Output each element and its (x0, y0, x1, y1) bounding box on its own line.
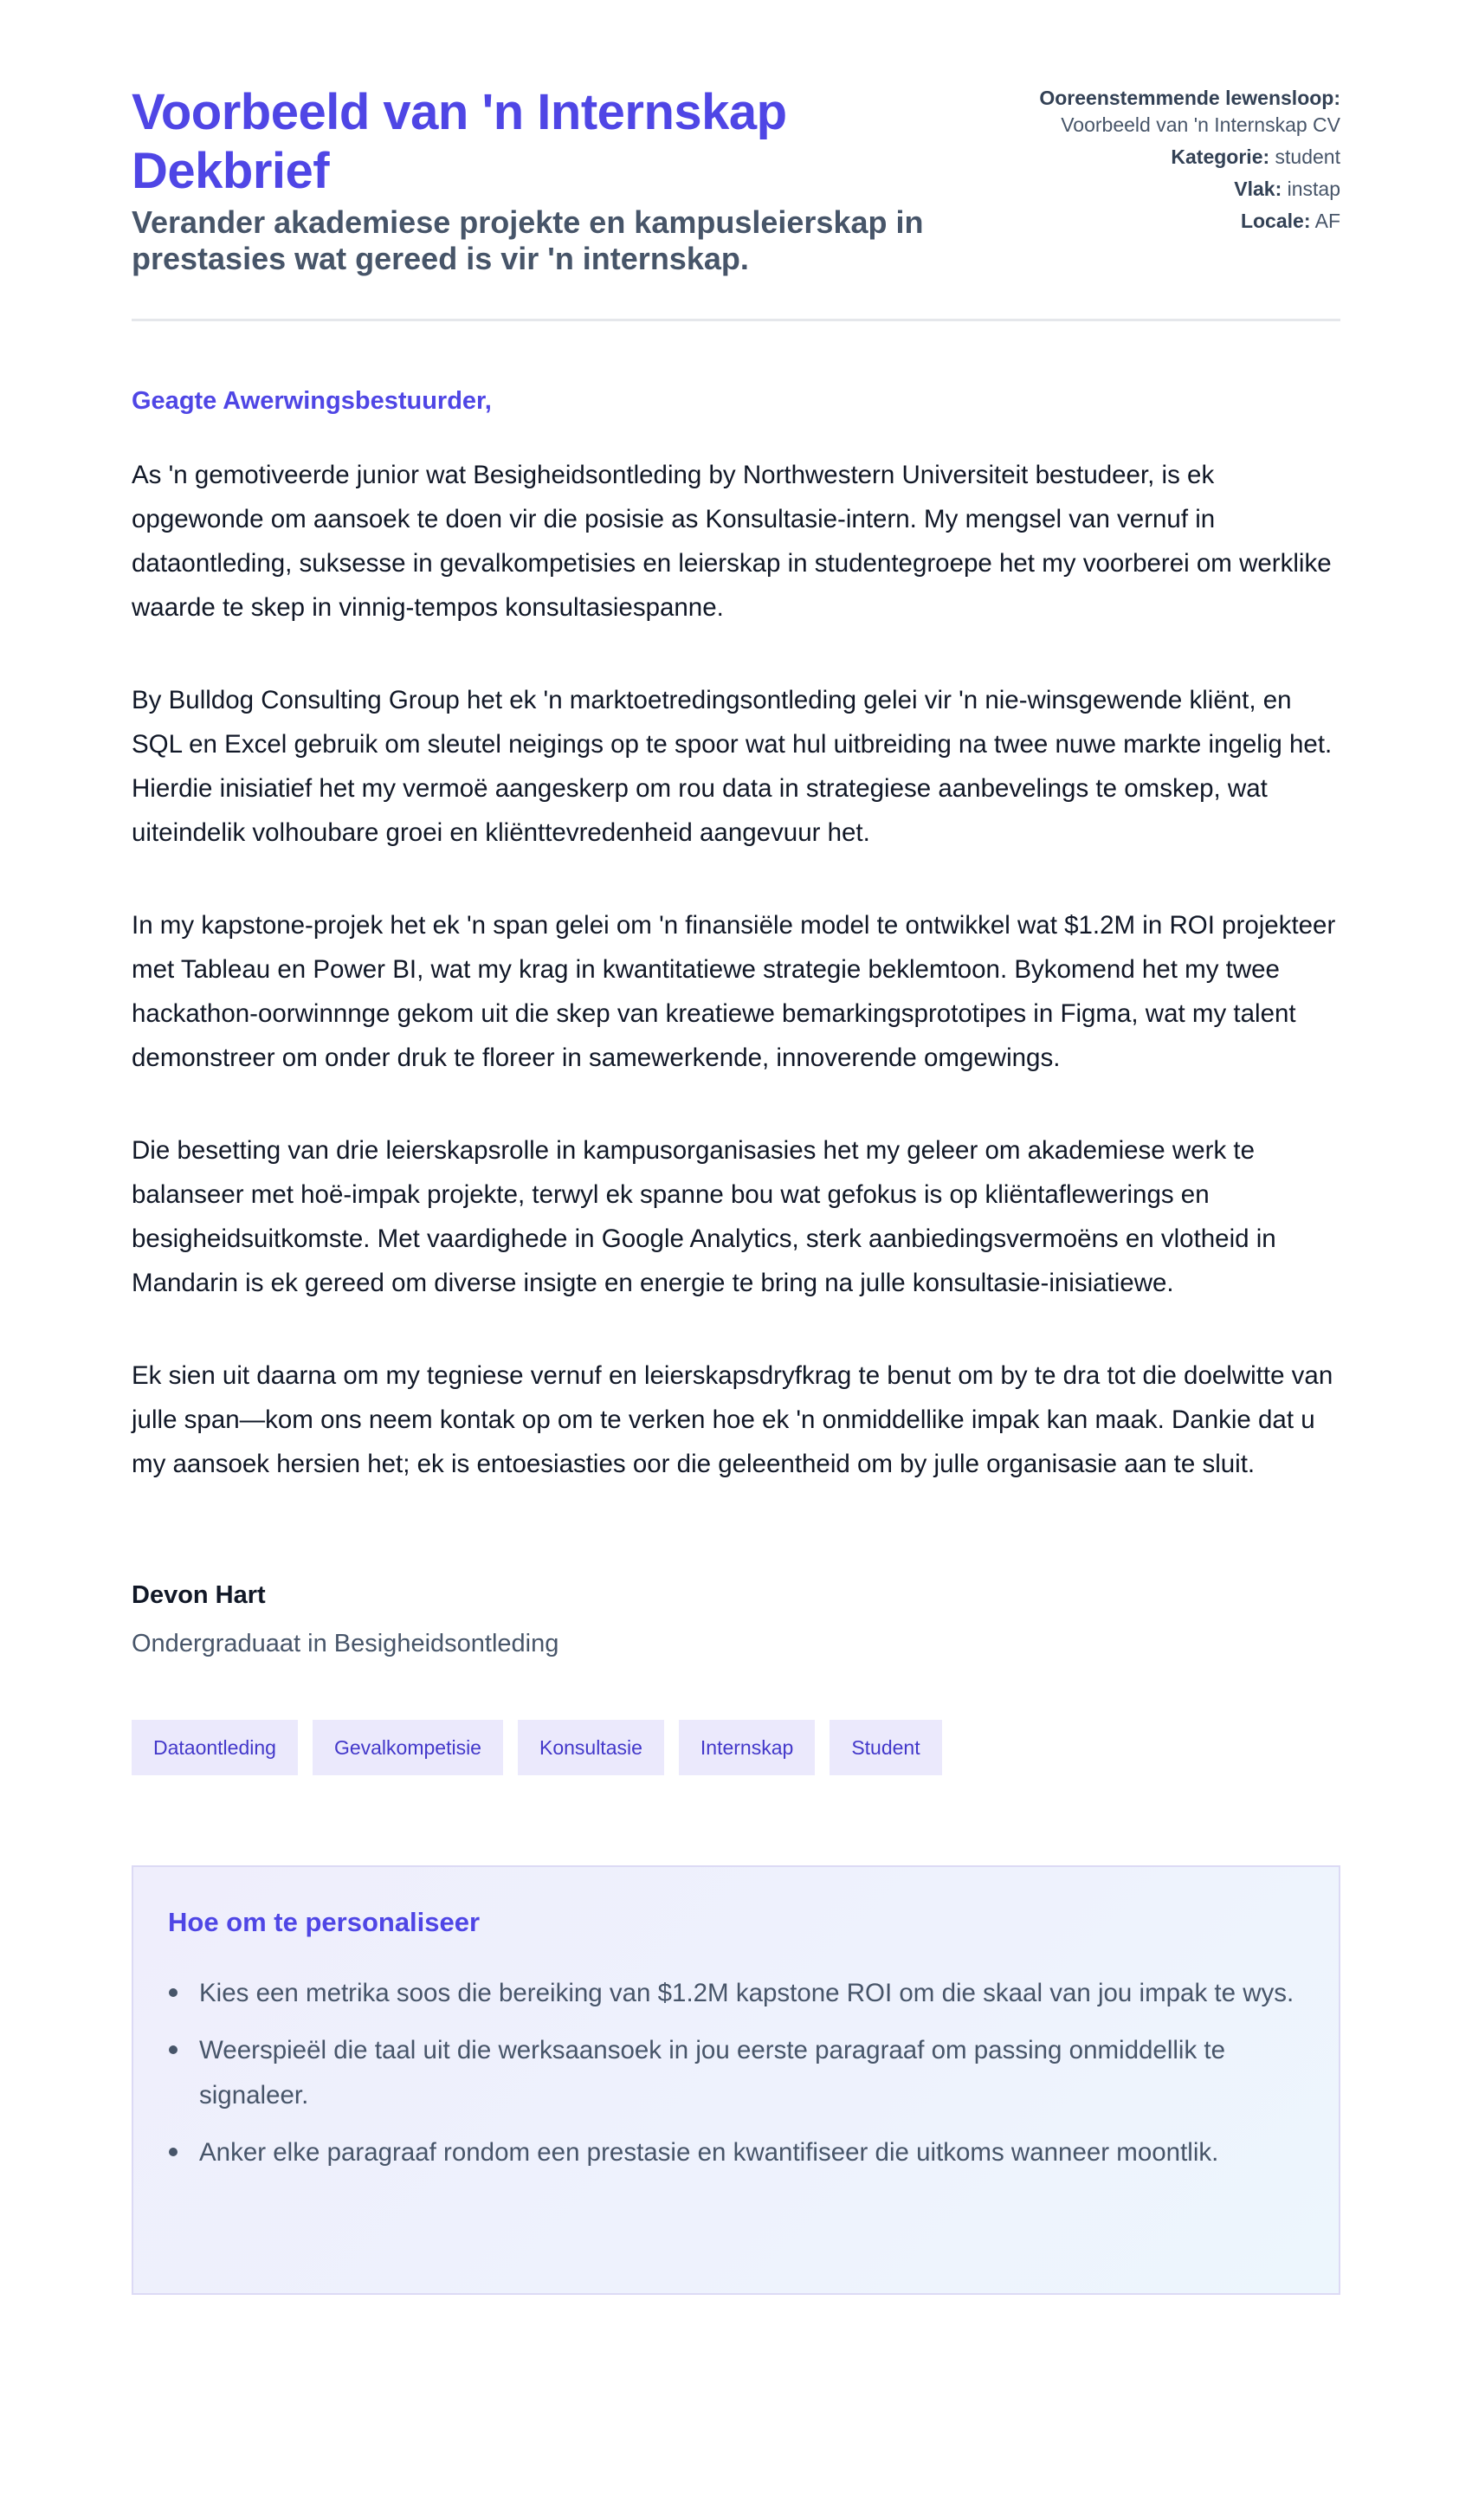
bullet-icon (169, 2045, 178, 2054)
letter-body (132, 453, 1340, 1486)
tip-item (168, 1971, 1304, 2016)
meta-category-value: student (1275, 145, 1340, 168)
tag-konsultasie[interactable]: Konsultasie (518, 1720, 664, 1775)
tip-text: Weerspieël die taal uit die werksaansoek in jou eerste paragraaf om passing onmiddellik te signaleer. (199, 2036, 1226, 2110)
tip-text: Kies een metrika soos die bereiking van $1.2M kapstone ROI om die skaal van jou impak te wys. (199, 1979, 1294, 2007)
meta-info (1039, 83, 1340, 240)
meta-category-label: Kategorie: (1171, 145, 1270, 168)
page-subtitle: Verander akademiese projekte en kampusleierskap in prestasies wat gereed is vir 'n internskap. (132, 204, 924, 276)
meta-locale-label: Locale: (1240, 210, 1311, 232)
meta-level-label: Vlak: (1234, 178, 1282, 200)
signature-title: Ondergraduaat in Besigheidsontleding (132, 1630, 559, 1657)
tips-list (168, 1971, 1304, 2175)
letter-paragraph: Die besetting van drie leierskapsrolle in kampusorganisasies het my geleer om akademiese werk te balanseer met hoë-impak projekte, terwyl ek spanne bou wat gefokus is op kliëntaflewerings en besigheidsuitkomste. Met vaardighede in Google Analytics, sterk aanbiedingsvermoëns en vlotheid in Mandarin is ek gereed om diverse insigte en energie te bring na julle konsultasie-inisiatiewe. (132, 1136, 1276, 1297)
tag-student[interactable]: Student (830, 1720, 941, 1775)
tag-list (132, 1720, 1340, 1775)
letter-paragraph: As 'n gemotiveerde junior wat Besigheidsontleding by Northwestern Universiteit bestudeer, is ek opgewonde om aansoek te doen vir die posisie as Konsultasie-intern. My mengsel van vernuf in dataontleding, suksesse in gevalkompetisies en leierskap in studentegroepe het my voorberei om werklike waarde te skep in vinnig-tempos konsultasiespanne. (132, 461, 1332, 622)
letter-paragraph: In my kapstone-projek het ek 'n span gelei om 'n finansiële model te ontwikkel wat $1.2M in ROI projekteer met Tableau en Power BI, wat my krag in kwantitatiewe strategie beklemtoon. Bykomend het my twee hackathon-oorwinnnge gekom uit die skep van kreatiewe bemarkingsprototipes in Figma, wat my talent demonstreer om onder druk te floreer in samewerkende, innoverende omgewings. (132, 911, 1336, 1072)
tip-text: Anker elke paragraaf rondom een prestasie en kwantifiseer die uitkoms wanneer moontlik. (199, 2138, 1219, 2167)
page-header (132, 83, 1340, 321)
tag-internskap[interactable]: Internskap (679, 1720, 815, 1775)
tip-item (168, 2028, 1304, 2118)
bullet-icon (169, 2148, 178, 2156)
meta-level (1039, 176, 1340, 203)
meta-locale (1039, 208, 1340, 235)
tip-item (168, 2130, 1304, 2175)
meta-matching-resume-link[interactable]: Voorbeeld van 'n Internskap CV (1061, 113, 1340, 136)
signature-block (132, 1578, 1340, 1661)
letter-greeting: Geagte Awerwingsbestuurder, (132, 387, 492, 415)
signature-name: Devon Hart (132, 1581, 266, 1609)
header-titles (132, 83, 963, 277)
meta-matching-resume-label: Ooreenstemmende lewensloop: (1039, 87, 1340, 109)
meta-level-value: instap (1287, 178, 1340, 200)
letter-paragraph: Ek sien uit daarna om my tegniese vernuf en leierskapsdryfkrag te benut om by te dra tot die doelwitte van julle span—kom ons neem kontak op om te verken hoe ek 'n onmiddellike impak kan maak. Dankie dat u my aansoek hersien het; ek is entoesiasties oor die geleentheid om by julle organisasie aan te sluit. (132, 1361, 1333, 1478)
letter-paragraph: By Bulldog Consulting Group het ek 'n marktoetredingsontleding gelei vir 'n nie-winsgewende kliënt, en SQL en Excel gebruik om sleutel neigings op te spoor wat hul uitbreiding na twee nuwe markte ingelig het. Hierdie inisiatief het my vermoë aangeskerp om rou data in strategiese aanbevelings te omskep, wat uiteindelik volhoubare groei en kliënttevredenheid aangevuur het. (132, 686, 1333, 847)
meta-category (1039, 144, 1340, 171)
meta-matching-resume (1039, 85, 1340, 139)
bullet-icon (169, 1988, 178, 1997)
tag-dataontleding[interactable]: Dataontleding (132, 1720, 298, 1775)
meta-locale-value: AF (1314, 210, 1340, 232)
personalize-tips-box (132, 1865, 1340, 2295)
page-title: Voorbeeld van 'n Internskap Dekbrief (132, 84, 787, 199)
tag-gevalkompetisie[interactable]: Gevalkompetisie (313, 1720, 503, 1775)
tips-title: Hoe om te personaliseer (168, 1907, 481, 1937)
